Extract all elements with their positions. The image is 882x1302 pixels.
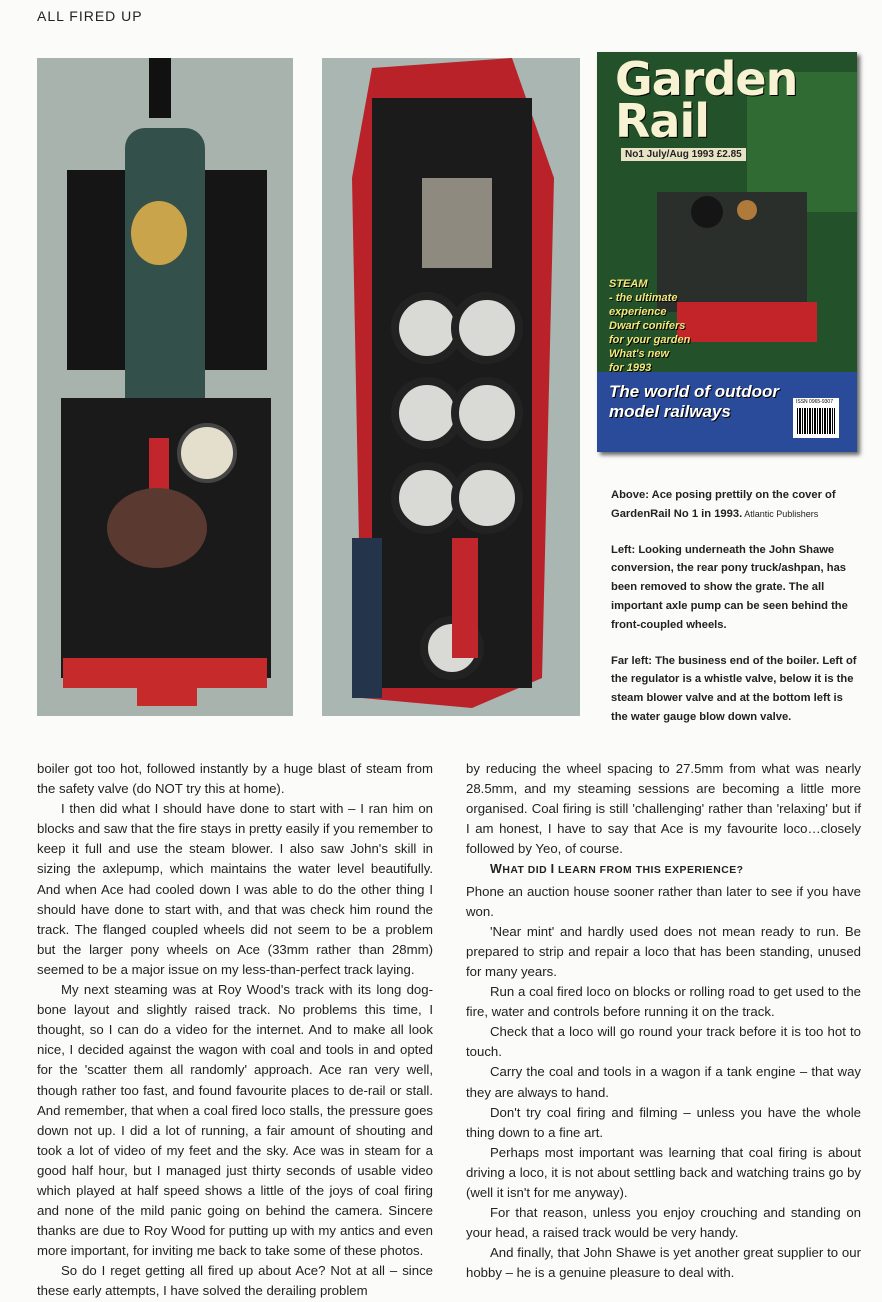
lesson-paragraph: Run a coal fired loco on blocks or rolling road to get used to the fire, water and controls before running it on the track.	[466, 984, 861, 1020]
boiler-illustration	[37, 58, 293, 716]
caption-left	[611, 541, 857, 635]
magazine-cover	[597, 52, 857, 452]
cover-title-line2: Rail	[615, 94, 709, 148]
barcode-lines	[797, 408, 835, 434]
underside-illustration	[322, 58, 580, 716]
lesson-paragraph: 'Near mint' and hardly used does not mean ready to run. Be prepared to strip and repair a loco that has been standing, unused for many years.	[466, 923, 861, 979]
lesson-paragraph: Don't try coal firing and filming – unless you have the whole thing down to a fine art.	[466, 1104, 861, 1140]
lesson-paragraph: Carry the coal and tools in a wagon if a tank engine – that way they are always to hand.	[466, 1064, 861, 1100]
heading-text: HAT DID	[502, 865, 551, 877]
caption-above-label: Above:	[611, 489, 649, 501]
article-paragraph: boiler got too hot, followed instantly by a huge blast of steam from the safety valve (do NOT try this at home).	[37, 761, 433, 797]
cover-blurb-line: for your garden	[609, 334, 691, 346]
article-paragraph: So do I reget getting all fired up about Ace? Not at all – since these early attempts, I have solved the derailing problem	[37, 1263, 433, 1299]
article-paragraph: My next steaming was at Roy Wood's track with its long dog-bone layout and slightly raised track. No problems this time, I thought, so I can do a video for the internet. And to make all look nice, I decided against the wagon with coal and tools in and opted for the 'scatter them all randomly' approach. Ace ran very well, though rather too fast, and found favourite places to de-rail or stall. And remember, that when a coal fired loco stalls, the pressure goes down not up. I did a lot of running, a fair amount of shouting and took a lot of video of my feet and the sky. Ace was in steam for a good half hour, but I managed just thirty seconds of usable video which played at half speed shows a little of the joys of coal firing and none of the mild panic going on behind the camera. Sincere thanks are due to Roy Wood for putting up with my antics and even more important, for inviting me back to take some of these photos.	[37, 982, 433, 1259]
cover-barcode	[793, 398, 839, 438]
heading-text: LEARN FROM THIS EXPERIENCE?	[554, 865, 744, 877]
caption-far-left	[611, 652, 857, 727]
caption-left-text: Looking underneath the John Shawe conversion, the rear pony truck/ashpan, has been removed to show the grate. The all important axle pump can be seen behind the front-coupled wheels.	[611, 543, 848, 631]
heading-cap: W	[490, 862, 503, 877]
cover-issue: No1 July/Aug 1993 £2.85	[621, 148, 746, 161]
cover-isbn: ISSN 0965-9307	[796, 399, 833, 405]
cover-tagline: The world of outdoor model railways	[609, 382, 779, 421]
caption-above-credit: Atlantic Publishers	[742, 508, 819, 519]
section-heading	[466, 859, 861, 881]
photo-underside	[322, 58, 580, 716]
caption-above	[611, 486, 857, 524]
lesson-paragraph: Check that a loco will go round your track before it is too hot to touch.	[466, 1024, 861, 1060]
caption-far-left-label: Far left:	[611, 654, 653, 667]
lesson-paragraph: Perhaps most important was learning that coal firing is about driving a loco, it is not about settling back and watching trains go by (well it isn't for me anyway).	[466, 1144, 861, 1200]
cover-blurb-line: - the ultimate	[609, 292, 678, 304]
cover-blurb	[609, 277, 690, 375]
caption-far-left-text: The business end of the boiler. Left of the regulator is a whistle valve, below it is the steam blower valve and at the bottom left is the water gauge blow down valve.	[611, 654, 857, 723]
cover-blurb-line: for 1993	[609, 362, 652, 374]
article-paragraph: I then did what I should have done to start with – I ran him on blocks and saw that the fire stays in pretty easily if you remember to keep it full and use the steam blower. I also saw John's skill in sizing the axlepump, which maintains the water level beautifully. And when Ace had cooled down I was able to do the other thing I should have done to start with, and that was check him round the track. The flanged coupled wheels did not seem to be a problem but the larger pony wheels on Ace (33mm rather than 28mm) seemed to be a major issue on my less-than-perfect track laying.	[37, 801, 433, 977]
lesson-paragraph: For that reason, unless you enjoy crouching and standing on your head, a raised track would be very handy.	[466, 1205, 861, 1241]
cover-blurb-line: STEAM	[609, 278, 648, 290]
photo-captions	[611, 486, 857, 744]
cover-masthead	[615, 52, 798, 148]
article-paragraph: by reducing the wheel spacing to 27.5mm from what was nearly 28.5mm, and my steaming sessions are becoming a little more organised. Coal firing is still 'challenging' rather than 'relaxing' but if I am honest, I have to say that Ace is my favourite loco…closely followed by Yeo, of course.	[466, 761, 861, 857]
photo-boiler-end	[37, 58, 293, 716]
running-header: ALL FIRED UP	[37, 8, 143, 24]
cover-title-line1: Garden	[615, 52, 798, 106]
caption-above-text: Ace posing prettily on the cover of GardenRail No 1 in 1993.	[611, 489, 836, 520]
cover-blurb-line: What's new	[609, 348, 670, 360]
cover-blurb-line: experience	[609, 306, 667, 318]
article-column-right	[466, 759, 861, 1283]
article-column-left	[37, 759, 433, 1302]
lesson-paragraph: And finally, that John Shawe is yet another great supplier to our hobby – he is a genuine pleasure to deal with.	[466, 1245, 861, 1281]
caption-left-label: Left:	[611, 543, 636, 556]
heading-cap: I	[550, 862, 555, 877]
cover-blurb-line: Dwarf conifers	[609, 320, 686, 332]
lesson-paragraph: Phone an auction house sooner rather than later to see if you have won.	[466, 883, 861, 919]
